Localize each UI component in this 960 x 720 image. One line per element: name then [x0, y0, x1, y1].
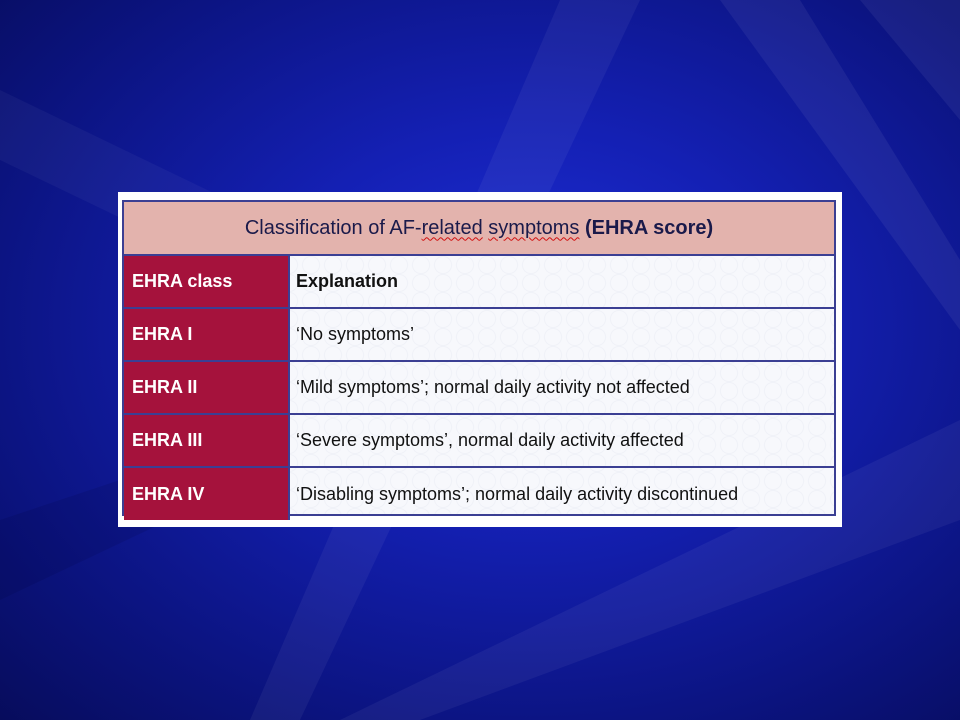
table-header-row [124, 256, 834, 309]
header-class-cell: EHRA class [124, 256, 290, 307]
explanation-cell: ‘Mild symptoms’; normal daily activity not affected [296, 377, 690, 397]
table-row [124, 362, 834, 415]
table-row [124, 468, 834, 520]
title-prefix: Classification of AF- [244, 216, 422, 239]
explanation-cell: ‘Disabling symptoms’; normal daily activity discontinued [296, 483, 739, 504]
explanation-cell: ‘Severe symptoms’, normal daily activity affected [296, 430, 684, 450]
table-title [245, 217, 713, 240]
title-word-related: related [421, 216, 483, 239]
ehra-table-frame [118, 192, 842, 527]
ehra-class-cell: EHRA IV [124, 468, 290, 520]
title-word-symptoms: symptoms [488, 216, 580, 239]
header-explanation-cell: Explanation [296, 271, 399, 291]
table-row [124, 415, 834, 468]
ehra-class-cell: EHRA III [124, 415, 290, 466]
explanation-cell: ‘No symptoms’ [296, 324, 415, 344]
title-suffix: (EHRA score) [579, 216, 714, 239]
ehra-class-cell: EHRA I [124, 309, 290, 360]
table-title-row [124, 202, 834, 256]
ehra-table [122, 200, 836, 516]
ehra-class-cell: EHRA II [124, 362, 290, 413]
table-row [124, 309, 834, 362]
